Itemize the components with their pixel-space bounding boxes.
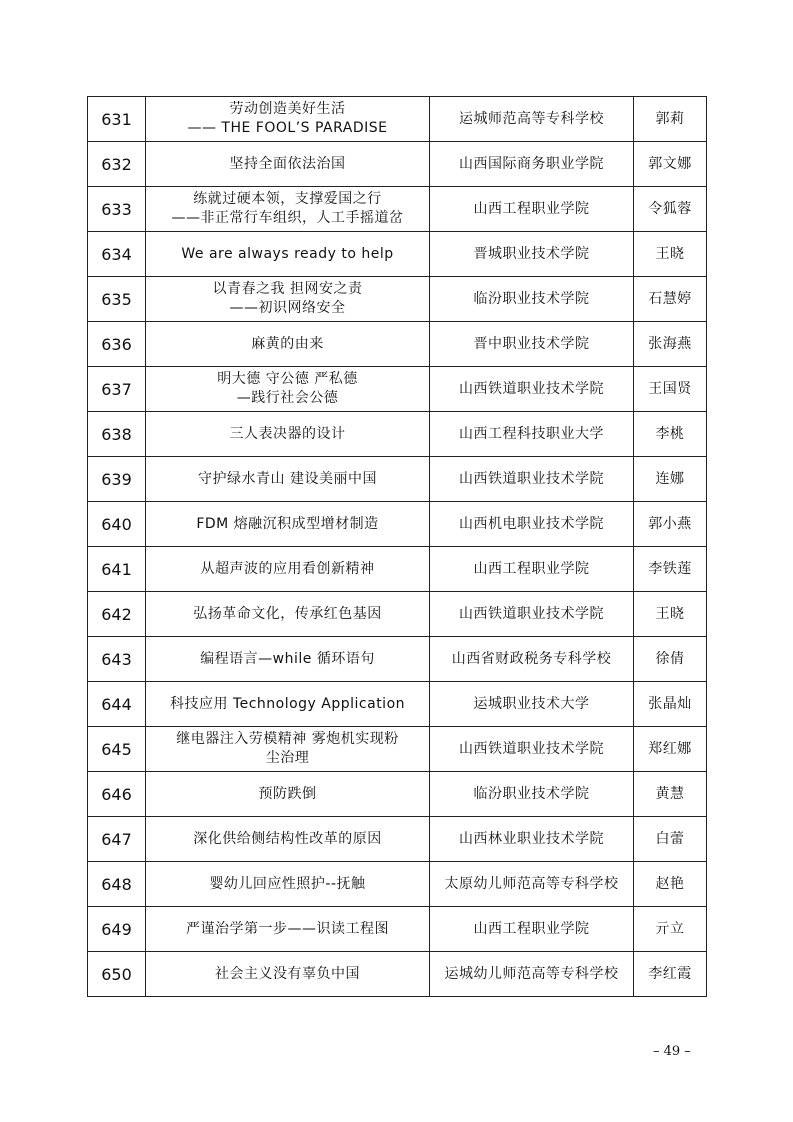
row-number: 650 — [88, 952, 146, 997]
course-title-line: 编程语言—while 循环语句 — [200, 650, 375, 667]
course-title — [146, 907, 430, 952]
course-title-line: 尘治理 — [265, 750, 310, 766]
course-title-line: 严谨治学第一步——识读工程图 — [186, 920, 389, 937]
teacher-name: 李桃 — [634, 412, 707, 457]
table-row — [88, 637, 707, 682]
course-title-line: 弘扬革命文化，传承红色基因 — [193, 605, 382, 622]
row-number: 648 — [88, 862, 146, 907]
school-name: 晋中职业技术学院 — [430, 322, 634, 367]
teacher-name: 张晶灿 — [634, 682, 707, 727]
course-title-line: 麻黄的由来 — [251, 335, 324, 352]
table-row — [88, 772, 707, 817]
school-name: 山西铁道职业技术学院 — [430, 457, 634, 502]
course-title — [146, 322, 430, 367]
course-title-line: 练就过硬本领，支撑爱国之行 — [193, 191, 382, 207]
row-number: 645 — [88, 727, 146, 772]
course-title-line: 婴幼儿回应性照护--抚触 — [209, 875, 366, 892]
course-title — [146, 682, 430, 727]
table-row — [88, 97, 707, 142]
course-title — [146, 367, 430, 412]
school-name: 临汾职业技术学院 — [430, 772, 634, 817]
row-number: 635 — [88, 277, 146, 322]
course-title-line: 继电器注入劳模精神 雾炮机实现粉 — [176, 731, 399, 747]
teacher-name: 赵艳 — [634, 862, 707, 907]
course-title-line: 深化供给侧结构性改革的原因 — [193, 830, 382, 847]
course-title-line: 社会主义没有辜负中国 — [215, 965, 360, 982]
table-row — [88, 322, 707, 367]
row-number: 632 — [88, 142, 146, 187]
course-title — [146, 277, 430, 322]
course-title — [146, 547, 430, 592]
teacher-name: 郑红娜 — [634, 727, 707, 772]
course-title-line: 科技应用 Technology Application — [169, 695, 406, 712]
school-name: 山西省财政税务专科学校 — [430, 637, 634, 682]
course-title-line: FDM 熔融沉积成型增材制造 — [196, 515, 379, 532]
school-name: 晋城职业技术学院 — [430, 232, 634, 277]
school-name: 山西铁道职业技术学院 — [430, 592, 634, 637]
school-name: 山西国际商务职业学院 — [430, 142, 634, 187]
table-row — [88, 907, 707, 952]
course-title-line: 预防跌倒 — [258, 785, 317, 802]
row-number: 637 — [88, 367, 146, 412]
row-number: 631 — [88, 97, 146, 142]
table-row — [88, 367, 707, 412]
course-title — [146, 187, 430, 232]
course-title-line: ——初识网络安全 — [229, 300, 346, 316]
school-name: 临汾职业技术学院 — [430, 277, 634, 322]
teacher-name: 令狐蓉 — [634, 187, 707, 232]
table-row — [88, 727, 707, 772]
course-title — [146, 457, 430, 502]
table-row — [88, 952, 707, 997]
table-row — [88, 457, 707, 502]
table-row — [88, 187, 707, 232]
school-name: 山西工程科技职业大学 — [430, 412, 634, 457]
teacher-name: 王晓 — [634, 232, 707, 277]
table-row — [88, 682, 707, 727]
teacher-name: 连娜 — [634, 457, 707, 502]
row-number: 633 — [88, 187, 146, 232]
course-title — [146, 952, 430, 997]
table-row — [88, 862, 707, 907]
table-row — [88, 412, 707, 457]
teacher-name: 王晓 — [634, 592, 707, 637]
award-list-table — [87, 96, 707, 997]
school-name: 运城职业技术大学 — [430, 682, 634, 727]
table-body — [88, 97, 707, 997]
school-name: 山西机电职业技术学院 — [430, 502, 634, 547]
row-number: 640 — [88, 502, 146, 547]
course-title-line: —— THE FOOL’S PARADISE — [187, 120, 388, 136]
course-title-line: 守护绿水青山 建设美丽中国 — [198, 470, 377, 487]
row-number: 647 — [88, 817, 146, 862]
row-number: 639 — [88, 457, 146, 502]
row-number: 641 — [88, 547, 146, 592]
school-name: 运城幼儿师范高等专科学校 — [430, 952, 634, 997]
teacher-name: 王国贤 — [634, 367, 707, 412]
course-title-line: ——非正常行车组织，人工手摇道岔 — [171, 210, 404, 226]
school-name: 山西工程职业学院 — [430, 547, 634, 592]
teacher-name: 郭文娜 — [634, 142, 707, 187]
teacher-name: 郭莉 — [634, 97, 707, 142]
course-title — [146, 142, 430, 187]
row-number: 649 — [88, 907, 146, 952]
course-title-line: 从超声波的应用看创新精神 — [200, 560, 375, 577]
school-name: 山西工程职业学院 — [430, 907, 634, 952]
course-title — [146, 592, 430, 637]
teacher-name: 白蕾 — [634, 817, 707, 862]
row-number: 644 — [88, 682, 146, 727]
teacher-name: 徐倩 — [634, 637, 707, 682]
course-title — [146, 232, 430, 277]
course-title-line: —践行社会公德 — [236, 390, 339, 406]
table-row — [88, 547, 707, 592]
course-title — [146, 862, 430, 907]
row-number: 642 — [88, 592, 146, 637]
school-name: 运城师范高等专科学校 — [430, 97, 634, 142]
school-name: 山西林业职业技术学院 — [430, 817, 634, 862]
school-name: 太原幼儿师范高等专科学校 — [430, 862, 634, 907]
course-title — [146, 727, 430, 772]
table-row — [88, 142, 707, 187]
teacher-name: 李铁莲 — [634, 547, 707, 592]
table-row — [88, 817, 707, 862]
row-number: 646 — [88, 772, 146, 817]
table-row — [88, 502, 707, 547]
page-number: – 49 – — [653, 1044, 691, 1059]
row-number: 636 — [88, 322, 146, 367]
teacher-name: 郭小燕 — [634, 502, 707, 547]
row-number: 638 — [88, 412, 146, 457]
row-number: 634 — [88, 232, 146, 277]
course-title-line: 坚持全面依法治国 — [229, 155, 346, 172]
table-row — [88, 277, 707, 322]
teacher-name: 张海燕 — [634, 322, 707, 367]
course-title — [146, 97, 430, 142]
table-row — [88, 592, 707, 637]
course-title-line: 三人表决器的设计 — [229, 425, 346, 442]
teacher-name: 石慧婷 — [634, 277, 707, 322]
course-title — [146, 502, 430, 547]
school-name: 山西铁道职业技术学院 — [430, 727, 634, 772]
course-title — [146, 772, 430, 817]
course-title-line: We are always ready to help — [181, 245, 394, 262]
teacher-name: 李红霞 — [634, 952, 707, 997]
course-title — [146, 412, 430, 457]
course-title-line: 劳动创造美好生活 — [229, 101, 346, 117]
course-title-line: 以青春之我 担网安之责 — [212, 281, 363, 297]
school-name: 山西工程职业学院 — [430, 187, 634, 232]
table-row — [88, 232, 707, 277]
course-title — [146, 637, 430, 682]
row-number: 643 — [88, 637, 146, 682]
course-title — [146, 817, 430, 862]
teacher-name: 黄慧 — [634, 772, 707, 817]
school-name: 山西铁道职业技术学院 — [430, 367, 634, 412]
teacher-name: 亓立 — [634, 907, 707, 952]
course-title-line: 明大德 守公德 严私德 — [217, 371, 358, 387]
